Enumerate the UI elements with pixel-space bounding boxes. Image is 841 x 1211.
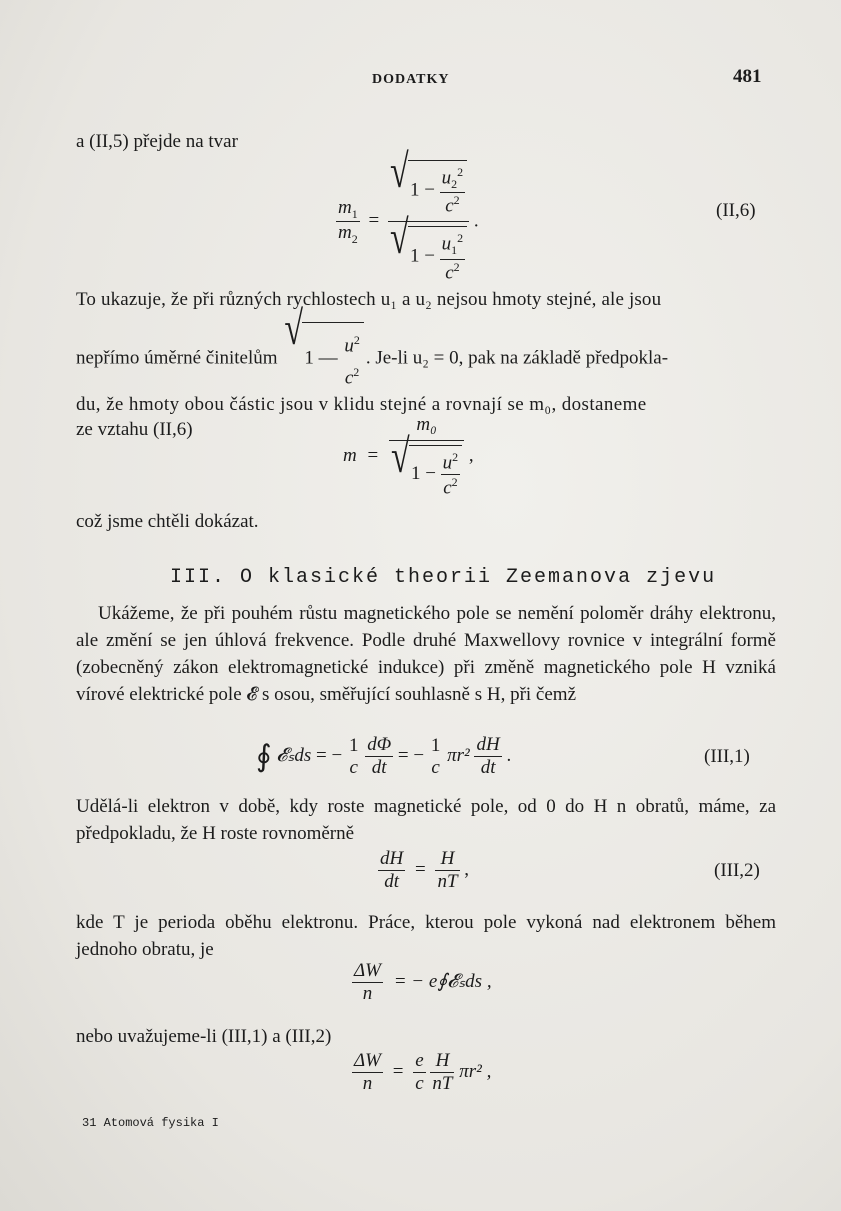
paragraph-2: Ukážeme, že při pouhém růstu magnetického pole se nemění poloměr dráhy elektronu, ale změní se jen úhlová frekvence. Podle druhé Maxwellovy rovnice v integrální formě (zobecněný zákon elektromagnetické indukce) při změně magnetického pole H vzniká vírové elektrické pole 𝓔 s osou, směřující souhlasně s H, při čemž [76,603,776,705]
paragraph-1-line-4: ze vztahu (II,6) [76,419,193,440]
intro-line: a (II,5) přejde na tvar [76,131,238,152]
equation-III-1: ∮ 𝓔ₛds = − 1 c $\frac{d\Phi}{dt}$ = − 1 c πr² $\frac{dH}{dt}$ . [256,734,512,778]
eq-label-II-6: (II,6) [716,200,756,221]
eq-II6-lhs: $\frac{m_1}{m_2}$ [338,196,358,247]
equation-work: $\frac{\Delta W}{n}$ = − e∮𝓔ₛds , [354,960,492,1004]
conclusion-line: což jsme chtěli dokázat. [76,511,259,532]
paragraph-1-line-1: To ukazuje, že při různých rychlostech u₁ a u₂ nejsou hmoty stejné, ale jsou [76,289,662,310]
eq-label-III-1: (III,1) [704,746,750,767]
paragraph-4: kde T je perioda oběhu elektronu. Práce, kterou pole vykoná nad elektronem během jednoho obratu, je [76,912,776,960]
eq-label-III-2: (III,2) [714,860,760,881]
paragraph-1-line-3: du, že hmoty obou částic jsou v klidu stejné a rovnají se m₀, dostaneme [76,394,647,415]
equation-II-6: $\frac{m_1}{m_2}$ = √ 1 − $\frac{u_2^2}{c^2}$ √ 1 − $\frac{u_1^2}{c^2}$ . [336,160,479,284]
paragraph-3: Udělá-li elektron v době, kdy roste magnetické pole, od 0 do H n obratů, máme, za předpokladu, že H roste rovnoměrně [76,796,776,844]
footer-signature: 31 Atomová fysika I [82,1116,219,1130]
equation-III-2: $\frac{dH}{dt}$ = $\frac{H}{nT}$ , [380,848,470,892]
paragraph-1-line-2: nepřímo úměrné činitelům √ 1 — $u^2$ $c^2$ . Je-li u₂ = 0, pak na základě předpokla- [76,322,776,392]
equation-rest-mass: m = m₀ √ 1 − $\frac{u^2}{c^2}$ , [343,414,474,500]
equation-work-2: $\frac{\Delta W}{n}$ = $\frac{e}{c}$ $\frac{H}{nT}$ πr² , [354,1050,492,1094]
sqrt-factor: √ 1 — $u^2$ $c^2$ [284,322,364,392]
running-header: DODATKY [372,72,450,87]
page-number: 481 [733,66,762,87]
paragraph-5: nebo uvažujeme-li (III,1) a (III,2) [76,1026,332,1047]
eq-II6-rhs: √ 1 − $\frac{u_2^2}{c^2}$ √ 1 − $\frac{u_1^2}{c^2}$ [388,160,469,284]
section-heading: III. O klasické theorii Zeemanova zjevu [170,566,717,589]
